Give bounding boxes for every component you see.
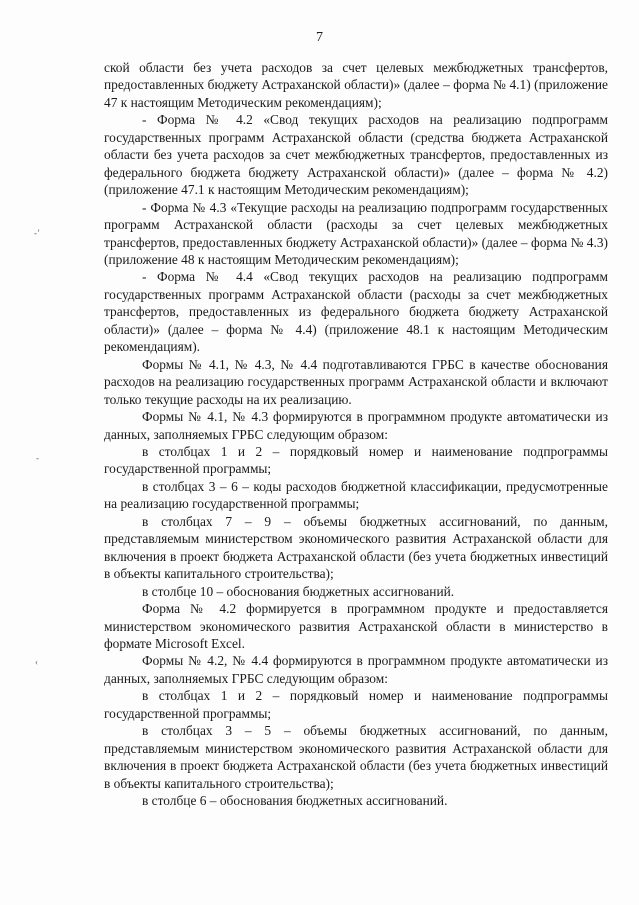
margin-mark: - (36, 453, 39, 463)
paragraph: в столбцах 1 и 2 – порядковый номер и наименование подпрограммы государственной программы; (104, 688, 608, 721)
paragraph: в столбце 10 – обоснования бюджетных ассигнований. (142, 583, 455, 599)
paragraph: ской области без учета расходов за счет целевых межбюджетных трансфертов, предоставленных бюджету Астраханской области)» (далее – форма № 4.1) (приложение 47 к настоящим Методическим рекомендациям); (104, 60, 608, 110)
paragraph: - Форма № 4.4 «Свод текущих расходов на реализацию подпрограмм государственных программ Астраханской области (расходы за счет межбюджетных трансфертов, предоставленных из федерального бюджета бюджету Астраханской области)» (далее – форма № 4.4) (приложение 48.1 к настоящим Методическим рекомендациям). (104, 269, 608, 355)
paragraph: Формы № 4.2, № 4.4 формируются в программном продукте автоматически из данных, заполняемых ГРБС следующим образом: (104, 653, 608, 686)
paragraph: в столбцах 3 – 5 – объемы бюджетных ассигнований, по данным, представляемым министерством экономического развития Астраханской области для включения в проект бюджета Астраханской области (без учета бюджетных инвестиций в объекты капитального строительства); (104, 723, 608, 791)
paragraph: в столбцах 1 и 2 – порядковый номер и наименование подпрограммы государственной программы; (104, 443, 608, 477)
paragraph: Формы № 4.1, № 4.3, № 4.4 подготавливаются ГРБС в качестве обоснования расходов на реализацию государственных программ Астраханской области и включают только текущие расходы на их реализацию. (104, 356, 608, 407)
paragraph: - Форма № 4.3 «Текущие расходы на реализацию подпрограмм государственных программ Астраханской области (расходы за счет целевых межбюджетных трансфертов, предоставленных бюджету Астраханской области)» (далее – форма № 4.3) (приложение 48 к настоящим Методическим рекомендациям); (104, 199, 608, 267)
body-text (104, 59, 608, 809)
paragraph: Формы № 4.1, № 4.3 формируются в программном продукте автоматически из данных, заполняемых ГРБС следующим образом: (104, 409, 608, 442)
page-number: 7 (316, 30, 323, 45)
paragraph: в столбцах 3 – 6 – коды расходов бюджетной классификации, предусмотренные на реализацию государственной программы; (104, 478, 608, 512)
paragraph: - Форма № 4.2 «Свод текущих расходов на реализацию подпрограмм государственных программ Астраханской области (средства бюджета Астраханской области без учета расходов за счет межбюджетных трансфертов, предоставленных из федерального бюджета бюджету Астраханской области)» (далее – форма № 4.2) (приложение 47.1 к настоящим Методическим рекомендациям); (104, 112, 608, 198)
margin-mark: ‹ (35, 657, 38, 667)
paragraph: Форма № 4.2 формируется в программном продукте и предоставляется министерством экономического развития Астраханской области в министерство в формате Microsoft Excel. (104, 601, 608, 651)
margin-mark: -’ (34, 228, 40, 238)
paragraph: в столбце 6 – обоснования бюджетных ассигнований. (142, 793, 448, 809)
paragraph: в столбцах 7 – 9 – объемы бюджетных ассигнований, по данным, представляемым министерством экономического развития Астраханской области для включения в проект бюджета Астраханской области (без учета бюджетных инвестиций в объекты капитального строительства); (104, 513, 608, 582)
